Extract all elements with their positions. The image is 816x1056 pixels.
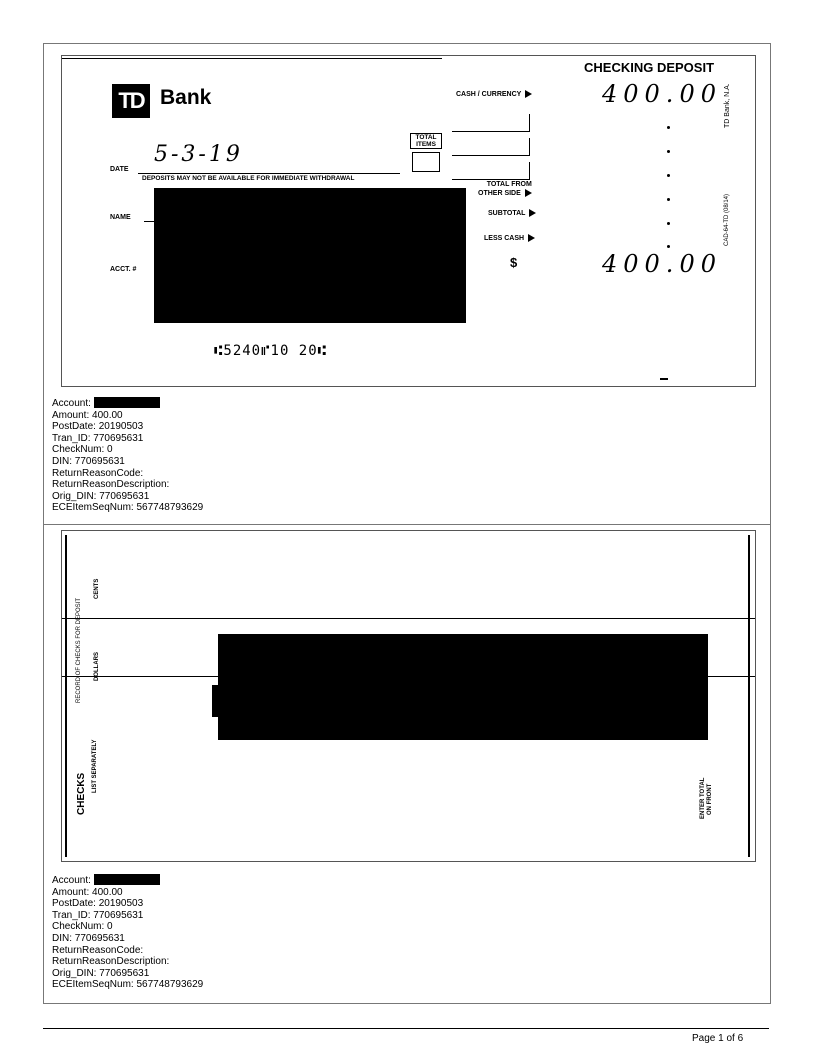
td-logo bbox=[112, 84, 150, 118]
page-number: Page 1 of 6 bbox=[692, 1033, 744, 1044]
date-line bbox=[138, 173, 400, 174]
din-field: DIN: 770695631 bbox=[52, 932, 125, 944]
entry-line-2 bbox=[452, 138, 530, 156]
account-redaction bbox=[94, 874, 160, 885]
right-edge-line bbox=[748, 535, 750, 857]
record-metadata bbox=[52, 874, 203, 991]
entry-line-1 bbox=[452, 114, 530, 132]
name-line bbox=[144, 221, 154, 222]
acct-label: ACCT. # bbox=[110, 266, 137, 273]
return-reason-code-field: ReturnReasonCode: bbox=[52, 467, 144, 479]
decimal-dot bbox=[667, 222, 670, 225]
slip-title: CHECKING DEPOSIT bbox=[584, 60, 715, 75]
return-reason-code-field: ReturnReasonCode: bbox=[52, 944, 144, 956]
bottom-mark bbox=[660, 378, 668, 380]
account-row bbox=[52, 874, 203, 887]
name-label: NAME bbox=[110, 214, 131, 221]
ece-item-seq-num-field: ECEItemSeqNum: 567748793629 bbox=[52, 502, 204, 514]
td-logo-text: TD bbox=[118, 88, 144, 113]
ece-item-seq-num-field: ECEItemSeqNum: 567748793629 bbox=[52, 979, 204, 991]
cash-currency-label: CASH / CURRENCY bbox=[456, 90, 532, 98]
total-from-other-side-label: TOTAL FROM OTHER SIDE bbox=[478, 181, 532, 197]
post-date-field: PostDate: 20190503 bbox=[52, 421, 144, 433]
din-field: DIN: 770695631 bbox=[52, 455, 125, 467]
check-num-field: CheckNum: 0 bbox=[52, 444, 113, 456]
decimal-dot bbox=[667, 126, 670, 129]
account-redaction bbox=[94, 397, 160, 408]
form-code-vertical: CAD-64-TD (08/14) bbox=[724, 193, 730, 246]
date-label: DATE bbox=[110, 166, 129, 173]
redacted-name-account bbox=[154, 188, 466, 323]
check-num-field: CheckNum: 0 bbox=[52, 921, 113, 933]
decimal-dot bbox=[667, 198, 670, 201]
bank-name: Bank bbox=[160, 86, 212, 109]
deposits-note: DEPOSITS MAY NOT BE AVAILABLE FOR IMMEDIATE WITHDRAWAL bbox=[142, 175, 355, 182]
bank-na-vertical: TD Bank, N.A. bbox=[724, 83, 731, 128]
footer-rule bbox=[43, 1028, 769, 1029]
cents-label: CENTS bbox=[94, 578, 100, 599]
decimal-dot bbox=[667, 150, 670, 153]
redacted-checks-list bbox=[218, 634, 708, 740]
decimal-dot bbox=[667, 174, 670, 177]
orig-din-field: Orig_DIN: 770695631 bbox=[52, 967, 150, 979]
tran-id-field: Tran_ID: 770695631 bbox=[52, 909, 144, 921]
post-date-field: PostDate: 20190503 bbox=[52, 898, 144, 910]
entry-line-3 bbox=[452, 162, 530, 180]
total-items-box bbox=[412, 152, 440, 172]
account-label: Account: bbox=[52, 398, 91, 409]
decimal-dot bbox=[667, 245, 670, 248]
amount-field: Amount: 400.00 bbox=[52, 886, 123, 898]
account-row bbox=[52, 397, 203, 410]
amount-field: Amount: 400.00 bbox=[52, 409, 123, 421]
record-of-checks-label: RECORD OF CHECKS FOR DEPOSIT bbox=[76, 597, 82, 703]
total-items-label: TOTAL ITEMS bbox=[410, 133, 442, 149]
dollar-sign: $ bbox=[510, 255, 518, 270]
checks-label: CHECKS bbox=[76, 772, 87, 815]
left-edge-line bbox=[65, 535, 67, 857]
redacted-checks-list-tab bbox=[212, 685, 220, 717]
subtotal-label: SUBTOTAL bbox=[488, 209, 536, 217]
orig-din-field: Orig_DIN: 770695631 bbox=[52, 490, 150, 502]
micr-line: ⑆5240⑈10 20⑆ bbox=[214, 343, 328, 359]
tran-id-field: Tran_ID: 770695631 bbox=[52, 432, 144, 444]
date-handwritten: 5-3-19 bbox=[154, 142, 243, 167]
dollars-label: DOLLARS bbox=[94, 652, 100, 681]
return-reason-description-field: ReturnReasonDescription: bbox=[52, 479, 170, 491]
return-reason-description-field: ReturnReasonDescription: bbox=[52, 956, 170, 968]
cash-amount-handwritten: 400.00 bbox=[602, 80, 722, 108]
record-metadata bbox=[52, 397, 203, 514]
account-label: Account: bbox=[52, 875, 91, 886]
cents-divider bbox=[62, 618, 755, 619]
deposit-slip-front-image bbox=[61, 55, 756, 387]
list-separately-label: LIST SEPARATELY bbox=[92, 739, 98, 793]
total-amount-handwritten: 400.00 bbox=[602, 250, 722, 278]
deposit-slip-back-image bbox=[61, 530, 756, 862]
enter-total-on-front-label: ENTER TOTAL ON FRONT bbox=[700, 777, 713, 819]
less-cash-label: LESS CASH bbox=[484, 234, 535, 242]
top-rule bbox=[62, 58, 442, 59]
